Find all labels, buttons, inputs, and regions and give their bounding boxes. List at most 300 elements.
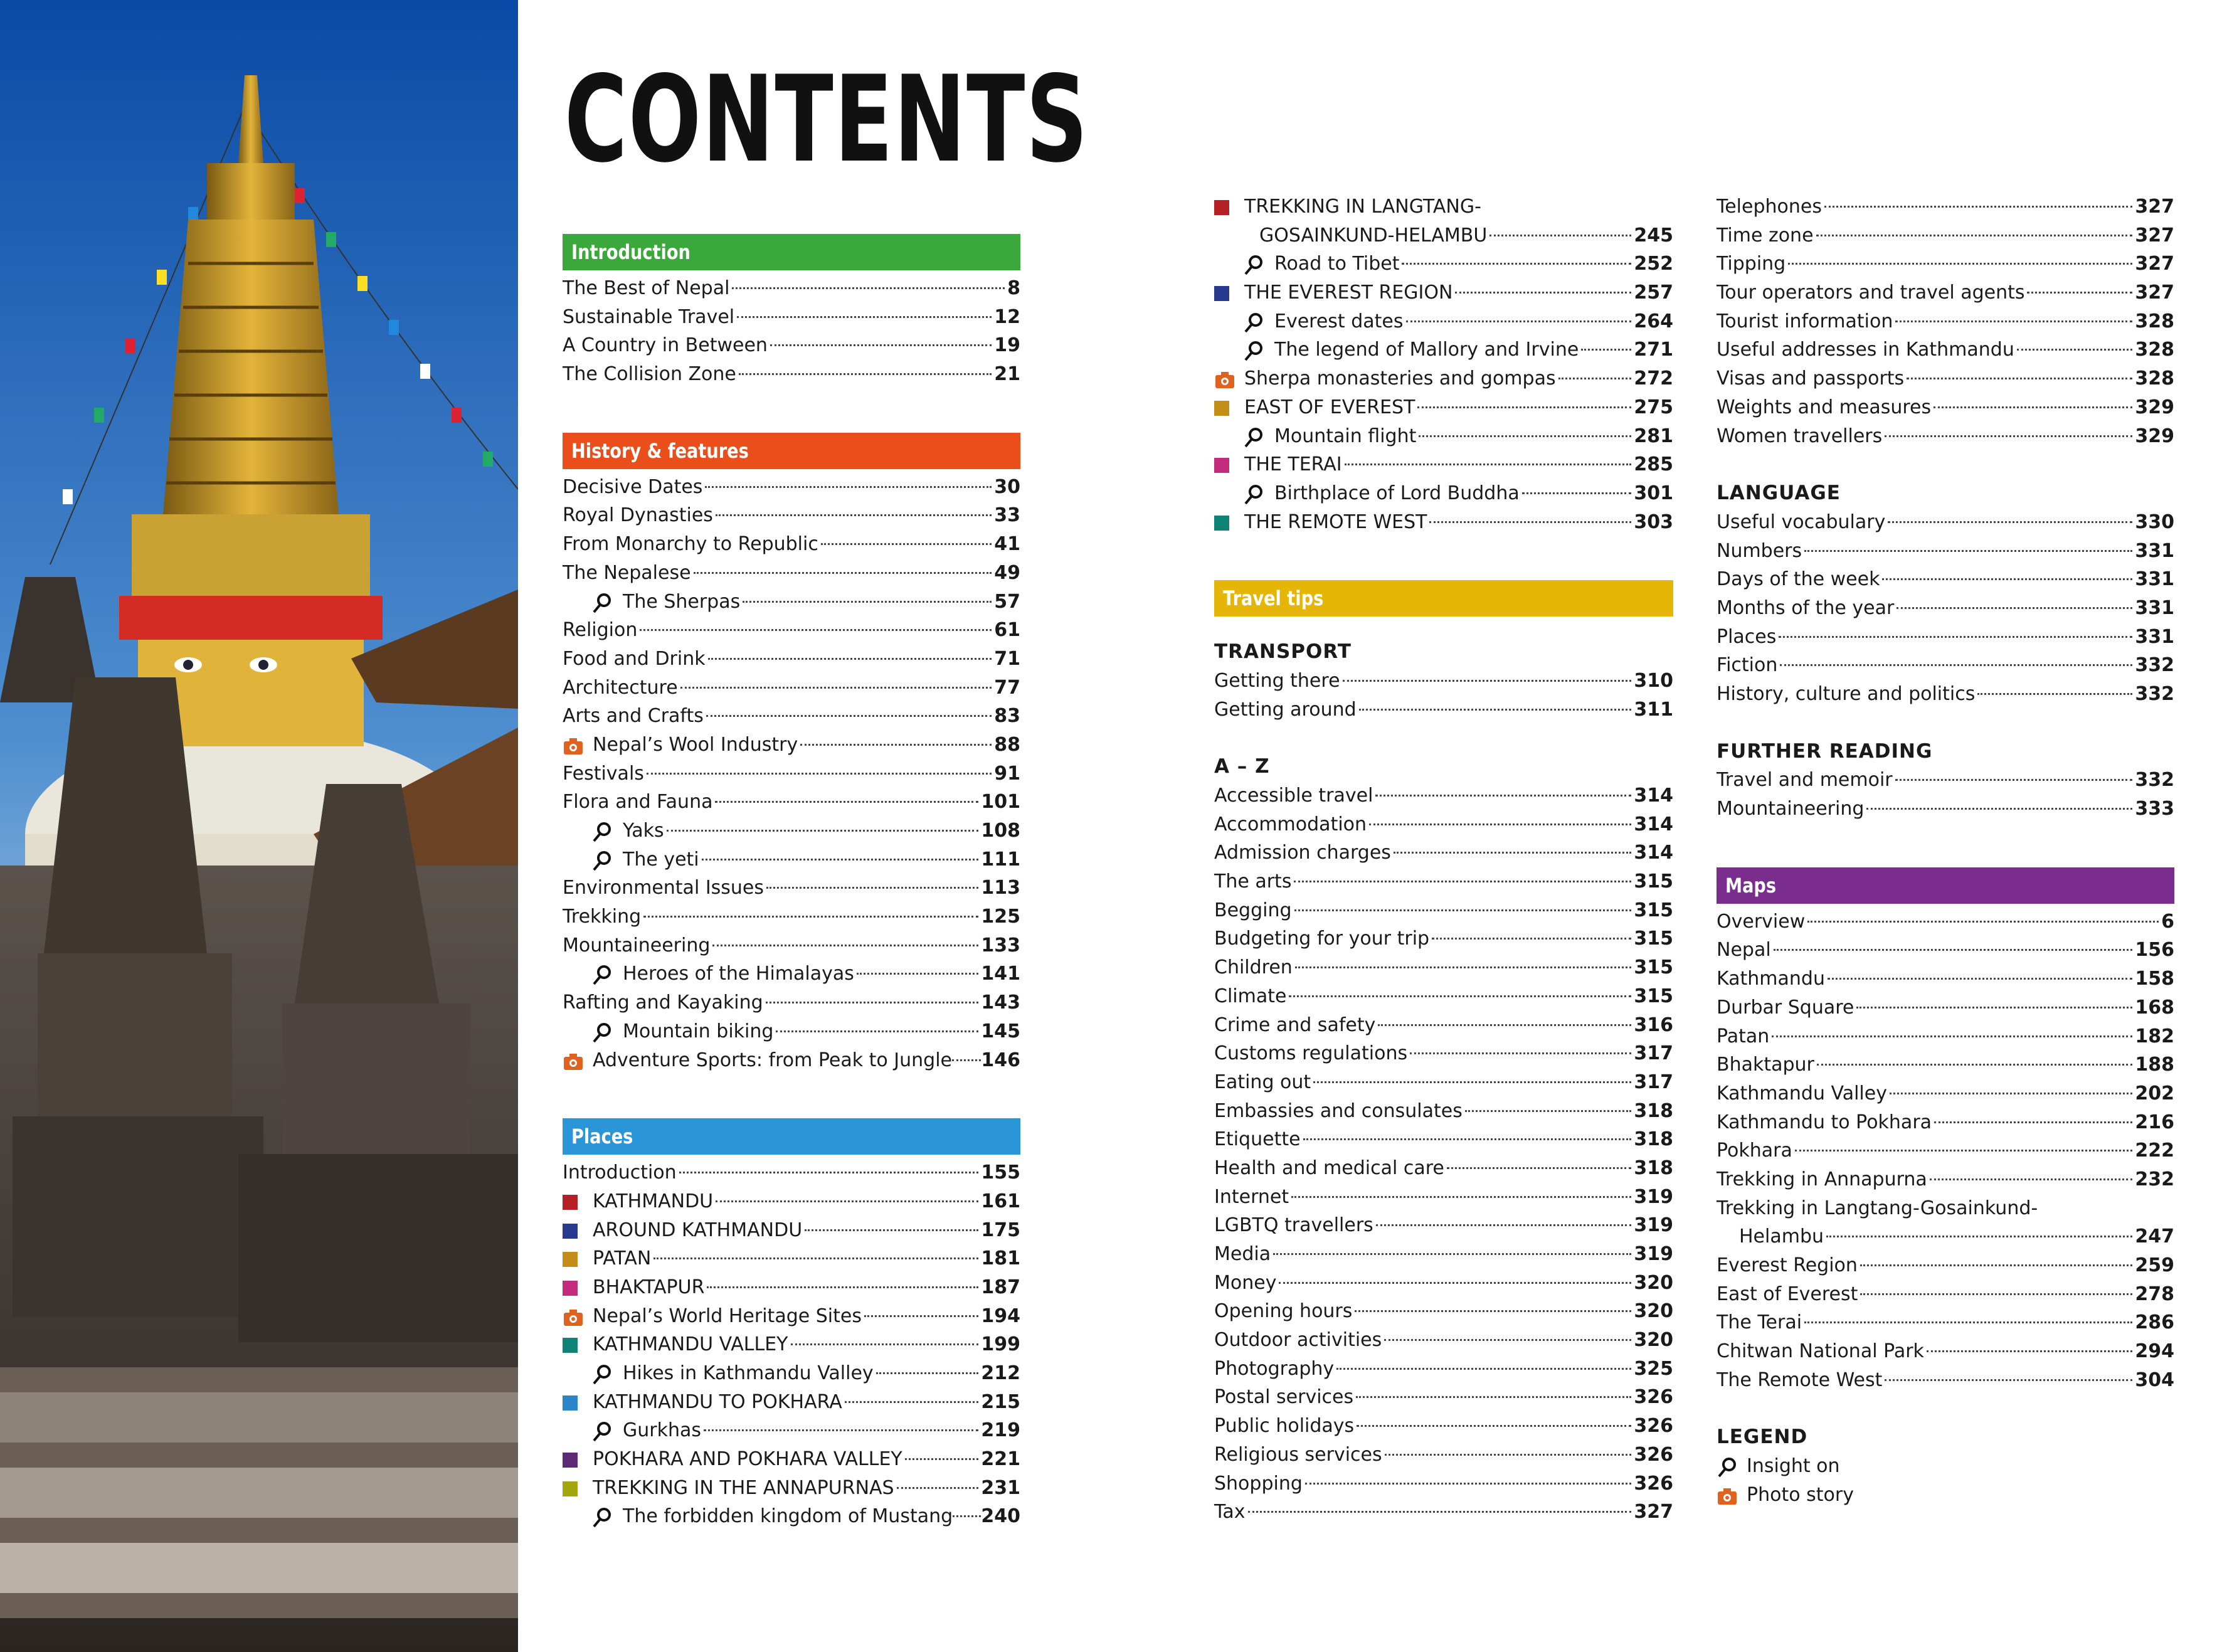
toc-entry[interactable] [1214, 839, 1673, 867]
section-header-places: Places [563, 1118, 1020, 1155]
color-key-terai [1214, 458, 1229, 473]
toc-entry-insight[interactable]: Gurkhas 219 [563, 1416, 1020, 1445]
color-key-around-kathmandu [563, 1224, 578, 1239]
toc-entry[interactable]: Environmental Issues 113 [563, 877, 1020, 899]
dot-leader [1294, 881, 1631, 882]
toc-entry[interactable] [1717, 1108, 2174, 1137]
toc-entry-title: Overview [1717, 910, 1806, 933]
toc-entry-title: Trekking in Annapurna [1717, 1168, 1927, 1190]
toc-entry[interactable]: Festivals 91 [563, 762, 1020, 785]
color-key-pokhara [563, 1453, 578, 1468]
toc-entry-photo-story[interactable]: Sherpa monasteries and gompas 272 [1214, 364, 1673, 393]
toc-entry[interactable] [1717, 1308, 2174, 1337]
page-number: 168 [2135, 996, 2174, 1019]
dot-leader [1289, 995, 1631, 997]
legend-insight [1717, 1452, 2174, 1481]
toc-entry-region[interactable]: TREKKING IN THE ANNAPURNAS 231 [563, 1474, 1020, 1503]
dot-leader [1927, 1350, 2132, 1352]
camera-icon [1214, 369, 1235, 391]
page-number: 182 [2135, 1025, 2174, 1047]
dot-leader [1375, 795, 1631, 797]
magnifier-icon [1243, 484, 1264, 506]
dot-leader [1804, 550, 2132, 552]
page-number: 314 [1634, 842, 1673, 864]
toc-entry[interactable] [1717, 908, 2174, 936]
toc-entry[interactable] [1717, 965, 2174, 993]
toc-entry-title: Tourist information [1717, 310, 1893, 332]
page-number: 6 [2161, 910, 2174, 933]
color-key-langtang [1214, 200, 1229, 215]
color-key-kathmandu [563, 1195, 578, 1210]
toc-entry[interactable] [1214, 1068, 1673, 1097]
dot-leader [1930, 1178, 2133, 1180]
toc-entry-title: Media [1214, 1243, 1271, 1265]
toc-entry[interactable] [1214, 867, 1673, 896]
page-number: 320 [1634, 1271, 1673, 1294]
toc-entry-photo-story[interactable]: Nepal’s Wool Industry 88 [563, 731, 1020, 760]
toc-entry[interactable] [1717, 1022, 2174, 1051]
dot-leader [1885, 435, 2132, 437]
stupa-illustration [0, 0, 518, 1652]
toc-entry-region[interactable]: THE TERAI 285 [1214, 450, 1673, 479]
toc-entry[interactable] [1717, 1366, 2174, 1395]
toc-entry-insight[interactable]: Heroes of the Himalayas 141 [563, 960, 1020, 988]
dot-leader [1934, 1121, 2132, 1123]
column-3 [1717, 193, 2174, 1510]
toc-entry-insight[interactable]: Yaks 108 [563, 817, 1020, 845]
toc-entry[interactable] [1717, 936, 2174, 965]
further-reading-list [1717, 766, 2174, 823]
page-number: 247 [2135, 1226, 2174, 1248]
page-number: 318 [1634, 1157, 1673, 1179]
toc-entry-title: East of Everest [1717, 1283, 1858, 1305]
dot-leader [1357, 1425, 1631, 1427]
toc-entry-title: Photography [1214, 1357, 1335, 1380]
a-z-list [1214, 781, 1673, 1527]
toc-entry-insight[interactable]: The forbidden kingdom of Mustang 240 [563, 1502, 1020, 1531]
toc-entry-title: Begging [1214, 899, 1292, 921]
toc-entry-region[interactable]: AROUND KATHMANDU 175 [563, 1216, 1020, 1245]
page-number: 328 [2135, 310, 2174, 332]
page-number: 328 [2135, 368, 2174, 390]
page-number: 222 [2135, 1140, 2174, 1162]
page-number: 327 [2135, 224, 2174, 246]
toc-entry[interactable] [1717, 508, 2174, 537]
column-2 [1214, 193, 1673, 1527]
page-number: 333 [2135, 798, 2174, 820]
page-number: 319 [1634, 1185, 1673, 1208]
toc-entry-title: Pokhara [1717, 1140, 1792, 1162]
toc-entry[interactable]: Arts and Crafts 83 [563, 705, 1020, 728]
toc-entry-title: Fiction [1717, 654, 1778, 677]
toc-entry[interactable] [1717, 422, 2174, 451]
toc-entry-region[interactable]: KATHMANDU TO POKHARA 215 [563, 1388, 1020, 1417]
magnifier-icon [1243, 341, 1264, 362]
toc-entry[interactable]: Royal Dynasties 33 [563, 504, 1020, 527]
toc-entry-title: Public holidays [1214, 1415, 1355, 1438]
toc-entry[interactable] [1717, 993, 2174, 1022]
toc-entry[interactable]: Flora and Fauna 101 [563, 791, 1020, 813]
magnifier-icon [591, 1507, 613, 1528]
page-number: 329 [2135, 425, 2174, 447]
toc-entry-photo-story[interactable]: Adventure Sports: from Peak to Jungle 146 [563, 1046, 1020, 1075]
toc-entry[interactable] [1214, 1297, 1673, 1326]
toc-entry-title: Telephones [1717, 196, 1822, 218]
toc-entry[interactable] [1214, 953, 1673, 982]
toc-entry-title: Climate [1214, 985, 1287, 1007]
toc-entry[interactable]: Architecture 77 [563, 676, 1020, 699]
toc-entry-title: Travel and memoir [1717, 769, 1893, 792]
toc-entry-title: Bhaktapur [1717, 1054, 1814, 1076]
toc-entry-insight[interactable]: Everest dates 264 [1214, 307, 1673, 336]
magnifier-icon [1717, 1457, 1738, 1478]
toc-entry-title: Useful addresses in Kathmandu [1717, 339, 2014, 361]
dot-leader [1432, 938, 1631, 940]
page-number: 188 [2135, 1054, 2174, 1076]
toc-entry[interactable] [1214, 1011, 1673, 1040]
dot-leader [1291, 1196, 1631, 1198]
section-header-introduction: Introduction [563, 234, 1020, 270]
dot-leader [1465, 1110, 1632, 1112]
dot-leader [1824, 206, 2132, 208]
toc-entry[interactable] [1717, 594, 2174, 623]
color-key-everest-region [1214, 286, 1229, 301]
page-number: 232 [2135, 1168, 2174, 1190]
toc-entry-title: Trekking in Langtang-Gosainkund- [1717, 1197, 2038, 1219]
toc-entry-region[interactable]: BHAKTAPUR 187 [563, 1273, 1020, 1302]
toc-entry[interactable] [1214, 1125, 1673, 1154]
toc-entry[interactable] [1214, 1498, 1673, 1527]
page-number: 327 [1634, 1501, 1673, 1523]
toc-entry[interactable] [1214, 781, 1673, 810]
page-number: 318 [1634, 1099, 1673, 1122]
page-number: 326 [1634, 1443, 1673, 1466]
page-number: 331 [2135, 596, 2174, 619]
toc-entry-title: The arts [1214, 871, 1292, 893]
toc-entry-insight[interactable]: The Sherpas 57 [563, 588, 1020, 617]
toc-entry-region[interactable]: POKHARA AND POKHARA VALLEY 221 [563, 1445, 1020, 1474]
page-number: 327 [2135, 196, 2174, 218]
column-1 [563, 234, 1020, 1531]
dot-leader [1828, 978, 2132, 980]
toc-entry-insight[interactable]: Birthplace of Lord Buddha 301 [1214, 479, 1673, 508]
toc-entry[interactable] [1717, 1251, 2174, 1280]
toc-entry-title: Kathmandu Valley [1717, 1082, 1887, 1104]
toc-entry-title: The Remote West [1717, 1369, 1883, 1391]
page-number: 315 [1634, 956, 1673, 979]
toc-entry-title: Money [1214, 1271, 1277, 1294]
toc-entry[interactable]: Rafting and Kayaking 143 [563, 992, 1020, 1014]
dot-leader [1294, 909, 1632, 911]
dot-leader [1303, 1138, 1632, 1140]
toc-entry-region[interactable]: TREKKING IN LANGTANG- [1214, 193, 1673, 221]
dot-leader [1369, 823, 1631, 825]
toc-entry-title: Eating out [1214, 1071, 1311, 1093]
toc-entry[interactable]: Food and Drink 71 [563, 647, 1020, 670]
dot-leader [1882, 578, 2132, 580]
page-number: 315 [1634, 985, 1673, 1007]
dot-leader [1807, 921, 2159, 923]
dot-leader [1384, 1339, 1631, 1341]
dot-leader [1336, 1368, 1631, 1370]
toc-entry-region[interactable]: THE EVEREST REGION 257 [1214, 278, 1673, 307]
toc-entry[interactable] [1717, 623, 2174, 652]
color-key-kathmandu-to-pokhara [563, 1395, 578, 1411]
toc-entry-title: LGBTQ travellers [1214, 1214, 1373, 1237]
page-number: 294 [2135, 1340, 2174, 1363]
toc-entry-region[interactable]: PATAN 181 [563, 1244, 1020, 1273]
legend-photo-label: Photo story [1747, 1483, 1854, 1506]
toc-entry-insight[interactable]: Road to Tibet 252 [1214, 250, 1673, 278]
toc-entry[interactable]: Trekking 125 [563, 906, 1020, 928]
toc-entry-title: Useful vocabulary [1717, 511, 1886, 533]
toc-entry[interactable] [1214, 810, 1673, 839]
dot-leader [2017, 349, 2133, 351]
page-number: 318 [1634, 1128, 1673, 1151]
camera-icon [563, 1051, 584, 1072]
toc-entry[interactable]: A Country in Between 19 [563, 334, 1020, 357]
language-list [1717, 508, 2174, 709]
toc-entry-title: Weights and measures [1717, 396, 1932, 418]
toc-entry[interactable] [1214, 1383, 1673, 1412]
page-number: 317 [1634, 1071, 1673, 1093]
toc-entry-title: Customs regulations [1214, 1042, 1408, 1065]
toc-entry[interactable]: Getting around 311 [1214, 698, 1673, 721]
toc-entry[interactable] [1717, 1079, 2174, 1108]
toc-entry-title: Visas and passports [1717, 368, 1905, 390]
page-number: 331 [2135, 568, 2174, 591]
toc-entry-insight[interactable]: The legend of Mallory and Irvine 271 [1214, 336, 1673, 364]
color-key-remote-west [1214, 516, 1229, 531]
page-number: 216 [2135, 1111, 2174, 1133]
page-number: 330 [2135, 511, 2174, 533]
toc-entry[interactable] [1214, 1269, 1673, 1298]
magnifier-icon [591, 593, 613, 614]
toc-entry-title: Accessible travel [1214, 785, 1373, 807]
dot-leader [1305, 1483, 1631, 1485]
page-number: 327 [2135, 253, 2174, 275]
toc-entry-title: Postal services [1214, 1386, 1354, 1409]
toc-entry-title: Durbar Square [1717, 996, 1854, 1019]
toc-entry-title: Admission charges [1214, 842, 1391, 864]
legend-insight-label: Insight on [1747, 1455, 1840, 1478]
toc-entry[interactable] [1717, 250, 2174, 278]
dot-leader [1860, 1293, 2132, 1295]
page-number: 158 [2135, 968, 2174, 990]
toc-entry[interactable] [1214, 1469, 1673, 1498]
toc-entry[interactable]: The Nepalese 49 [563, 561, 1020, 584]
magnifier-icon [591, 965, 613, 986]
toc-entry-title: Days of the week [1717, 568, 1880, 591]
page-number: 259 [2135, 1254, 2174, 1276]
toc-entry-region[interactable]: KATHMANDU VALLEY 199 [563, 1330, 1020, 1359]
page-number: 316 [1634, 1014, 1673, 1036]
toc-entry[interactable]: Mountaineering 133 [563, 934, 1020, 956]
color-key-east-of-everest [1214, 401, 1229, 416]
page-number: 326 [1634, 1472, 1673, 1495]
toc-entry[interactable] [1717, 193, 2174, 221]
toc-entry-title: Time zone [1717, 224, 1814, 246]
dot-leader [1788, 263, 2132, 265]
toc-entry[interactable] [1717, 680, 2174, 709]
toc-entry[interactable] [1717, 795, 2174, 823]
toc-entry[interactable] [1717, 221, 2174, 250]
dot-leader [1378, 1024, 1631, 1026]
toc-entry[interactable] [1717, 278, 2174, 307]
toc-entry[interactable]: The Collision Zone 21 [563, 363, 1020, 386]
page-number: 315 [1634, 871, 1673, 893]
page-number: 304 [2135, 1369, 2174, 1391]
toc-entry[interactable] [1717, 1337, 2174, 1366]
dot-leader [1447, 1167, 1632, 1169]
toc-entry[interactable]: Introduction 155 [563, 1162, 1020, 1184]
camera-icon [563, 1307, 584, 1328]
page-number: 314 [1634, 813, 1673, 835]
toc-entry-title: Embassies and consulates [1214, 1099, 1463, 1122]
magnifier-icon [1243, 427, 1264, 448]
toc-entry[interactable] [1214, 1240, 1673, 1269]
dot-leader [1856, 1007, 2132, 1009]
dot-leader [1895, 320, 2132, 322]
toc-entry[interactable] [1717, 565, 2174, 594]
toc-entry-title: Numbers [1717, 539, 1802, 562]
toc-entry[interactable] [1717, 537, 2174, 566]
dot-leader [1279, 1282, 1631, 1284]
page-number: 314 [1634, 785, 1673, 807]
dot-leader [1816, 235, 2133, 236]
toc-entry-region-cont[interactable]: GOSAINKUND-HELAMBU 245 [1259, 224, 1673, 246]
magnifier-icon [1243, 255, 1264, 276]
toc-entry-title: Months of the year [1717, 596, 1895, 619]
toc-entry-title: Mountaineering [1717, 798, 1865, 820]
toc-entry[interactable] [1717, 364, 2174, 393]
page-number: 328 [2135, 339, 2174, 361]
page-number: 319 [1634, 1214, 1673, 1237]
toc-entry-title: Helambu [1739, 1226, 1824, 1248]
dot-leader [1376, 1224, 1632, 1226]
toc-entry[interactable] [1717, 393, 2174, 422]
toc-entry-title: Tipping [1717, 253, 1786, 275]
toc-entry[interactable] [1214, 1412, 1673, 1441]
toc-entry[interactable] [1717, 651, 2174, 680]
toc-entry-region[interactable]: THE REMOTE WEST 303 [1214, 508, 1673, 537]
magnifier-icon [591, 850, 613, 872]
toc-entry-title: Tax [1214, 1501, 1246, 1523]
toc-entry[interactable] [1717, 766, 2174, 795]
toc-entry-insight[interactable]: Hikes in Kathmandu Valley 212 [563, 1359, 1020, 1388]
toc-entry-title: Kathmandu [1717, 968, 1825, 990]
toc-entry[interactable] [1214, 1183, 1673, 1212]
page-number: 332 [2135, 654, 2174, 677]
dot-leader [1866, 808, 2132, 810]
toc-entry[interactable] [1717, 1194, 2174, 1223]
dot-leader [1826, 1236, 2132, 1237]
toc-entry-title: Shopping [1214, 1472, 1303, 1495]
color-key-bhaktapur [563, 1281, 578, 1296]
toc-entry[interactable] [1214, 1355, 1673, 1384]
page-number: 326 [1634, 1386, 1673, 1409]
toc-entry[interactable] [1717, 336, 2174, 364]
dot-leader [1897, 607, 2132, 609]
magnifier-icon [1243, 312, 1264, 334]
toc-entry[interactable] [1717, 307, 2174, 336]
toc-entry[interactable]: From Monarchy to Republic 41 [563, 533, 1020, 556]
dot-leader [1888, 521, 2132, 523]
dot-leader [1977, 693, 2132, 695]
toc-entry-title: Internet [1214, 1185, 1289, 1208]
toc-entry[interactable] [1214, 1211, 1673, 1240]
toc-entry[interactable]: Religion 61 [563, 619, 1020, 642]
dot-leader [1772, 1035, 2132, 1037]
page-number: 317 [1634, 1042, 1673, 1065]
toc-entry[interactable]: Sustainable Travel 12 [563, 305, 1020, 328]
toc-entry-photo-story[interactable]: Nepal’s World Heritage Sites 194 [563, 1302, 1020, 1331]
toc-entry[interactable] [1214, 1441, 1673, 1469]
subsection-heading-language: LANGUAGE [1717, 482, 1841, 505]
maps-list [1717, 908, 2174, 1395]
page-title: CONTENTS [564, 50, 1089, 189]
dot-leader [1313, 1081, 1631, 1083]
toc-entry[interactable] [1717, 1222, 2174, 1251]
dot-leader [1890, 1093, 2132, 1094]
dot-leader [1385, 1454, 1632, 1456]
page-number: 325 [1634, 1357, 1673, 1380]
toc-entry[interactable] [1717, 1165, 2174, 1194]
toc-entry[interactable]: Getting there 310 [1214, 669, 1673, 692]
toc-entry[interactable] [1214, 1039, 1673, 1068]
toc-entry-region[interactable]: KATHMANDU 161 [563, 1187, 1020, 1216]
toc-entry-title: The Terai [1717, 1311, 1802, 1334]
toc-entry-insight[interactable]: Mountain biking 145 [563, 1017, 1020, 1046]
toc-entry[interactable] [1214, 896, 1673, 925]
page-number: 331 [2135, 539, 2174, 562]
toc-entry-insight[interactable]: Mountain flight 281 [1214, 422, 1673, 451]
page-number: 326 [1634, 1415, 1673, 1438]
legend-heading: LEGEND [1717, 1426, 1808, 1449]
toc-entry[interactable] [1214, 1326, 1673, 1355]
toc-entry[interactable] [1717, 1051, 2174, 1079]
toc-entry[interactable] [1214, 1097, 1673, 1126]
section-header-history: History & features [563, 433, 1020, 469]
toc-entry[interactable] [1214, 982, 1673, 1011]
dot-leader [1774, 949, 2133, 951]
page-number: 202 [2135, 1082, 2174, 1104]
toc-entry-title: Opening hours [1214, 1300, 1353, 1323]
page-number: 320 [1634, 1300, 1673, 1323]
subsection-heading-a-z: A – Z [1214, 755, 1270, 778]
toc-entry-title: Accommodation [1214, 813, 1367, 835]
magnifier-icon [591, 1364, 613, 1385]
toc-entry-title: Tour operators and travel agents [1717, 282, 2025, 304]
color-key-annapurnas [563, 1481, 578, 1496]
dot-leader [2027, 292, 2132, 294]
toc-entry[interactable]: The Best of Nepal 8 [563, 277, 1020, 299]
page-number: 329 [2135, 396, 2174, 418]
section-header-travel-tips: Travel tips [1214, 580, 1673, 617]
toc-entry[interactable] [1717, 1136, 2174, 1165]
dot-leader [1895, 779, 2133, 781]
page-number: 278 [2135, 1283, 2174, 1305]
dot-leader [1779, 636, 2132, 638]
toc-entry-title: Children [1214, 956, 1293, 979]
toc-entry-title: Patan [1717, 1025, 1770, 1047]
toc-entry-insight[interactable]: The yeti 111 [563, 845, 1020, 874]
toc-entry-region[interactable]: EAST OF EVEREST 275 [1214, 393, 1673, 422]
toc-entry[interactable] [1214, 1154, 1673, 1183]
toc-entry[interactable] [1214, 924, 1673, 953]
toc-entry[interactable] [1717, 1280, 2174, 1309]
toc-entry[interactable]: Decisive Dates 30 [563, 475, 1020, 498]
